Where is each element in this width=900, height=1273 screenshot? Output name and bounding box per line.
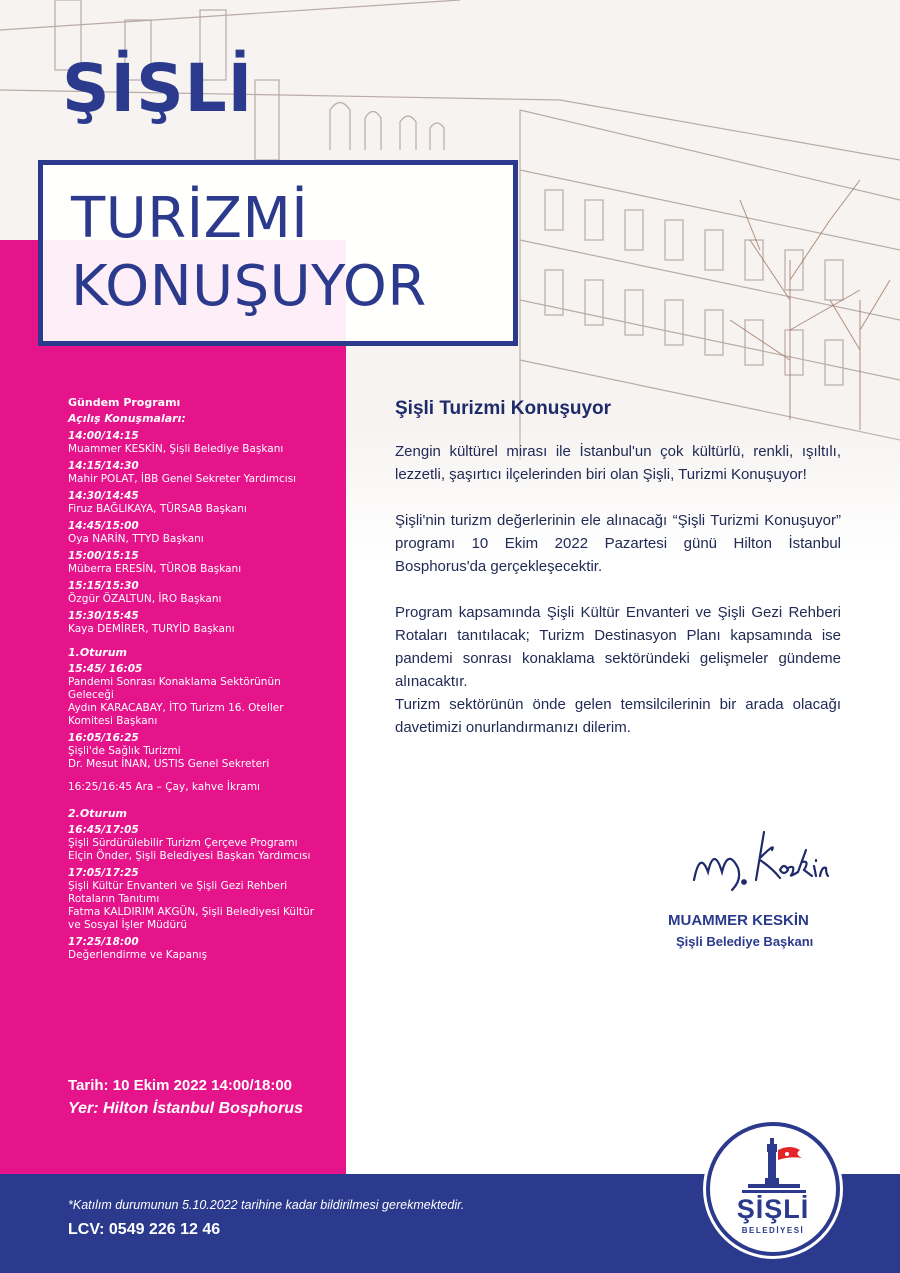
agenda-item (68, 550, 340, 576)
opening-label: Açılış Konuşmaları: (68, 412, 186, 425)
agenda-time: 16:05/16:25 (68, 732, 139, 744)
brand-title: ŞİŞLİ (62, 50, 254, 127)
agenda-desc: Şişli Kültür Envanteri ve Şişli Gezi Rehberi Rotaların Tanıtımı Fatma KALDIRIM AKGÜN, Şişli Belediyesi Kültür ve Sosyal İşler Müdürü (68, 880, 315, 931)
agenda-item (68, 520, 340, 546)
agenda-time: 16:45/17:05 (68, 824, 139, 836)
agenda-time: 14:15/14:30 (68, 460, 139, 472)
agenda-item (68, 580, 340, 606)
agenda-time: 17:05/17:25 (68, 867, 139, 879)
agenda-desc: Müberra ERESİN, TÜROB Başkanı (68, 563, 242, 575)
break-text: 16:25/16:45 Ara – Çay, kahve İkramı (68, 781, 260, 793)
agenda-desc: Pandemi Sonrası Konaklama Sektörünün Geleceği Aydın KARACABAY, İTO Turizm 16. Oteller Komitesi Başkanı (68, 676, 284, 727)
agenda-desc: Kaya DEMİRER, TURYİD Başkanı (68, 623, 235, 635)
agenda-time: 17:25/18:00 (68, 936, 139, 948)
agenda-desc: Özgür ÖZALTUN, İRO Başkanı (68, 593, 222, 605)
invitation-body (395, 440, 841, 739)
title-line-1: TURİZMİ (71, 186, 309, 251)
signatory-title: Şişli Belediye Başkanı (676, 934, 814, 949)
clock-tower-flag-icon (738, 1136, 810, 1198)
agenda-time: 15:30/15:45 (68, 610, 139, 622)
rsvp-deadline-note: *Katılım durumunun 5.10.2022 tarihine kadar bildirilmesi gerekmektedir. (68, 1198, 465, 1212)
invitation-paragraph: Program kapsamında Şişli Kültür Envanteri ve Şişli Gezi Rehberi Rotaları tanıtılacak; Turizm Destinasyon Planı kapsamında ise pandemi sonrası konaklama sektöründeki gelişmeler gündeme alınacaktır. (395, 604, 841, 690)
agenda-desc: Şişli'de Sağlık Turizmi Dr. Mesut İNAN, USTIS Genel Sekreteri (68, 745, 270, 770)
agenda-desc: Mahir POLAT, İBB Genel Sekreter Yardımcısı (68, 473, 297, 485)
agenda-item (68, 460, 340, 486)
agenda-item (68, 824, 340, 863)
agenda-time: 15:15/15:30 (68, 580, 139, 592)
agenda-time: 15:45/ 16:05 (68, 663, 143, 675)
agenda-item (68, 490, 340, 516)
agenda-desc: Değerlendirme ve Kapanış (68, 949, 208, 961)
invitation-title: Şişli Turizmi Konuşuyor (395, 398, 612, 419)
agenda-item (68, 430, 340, 456)
session-2-label: 2.Oturum (68, 807, 127, 820)
sisli-belediyesi-logo (706, 1122, 840, 1256)
agenda-list (68, 396, 340, 966)
invitation-paragraph: Şişli'nin turizm değerlerinin ele alınacağı “Şişli Turizmi Konuşuyor” programı 10 Ekim 2022 Pazartesi günü Hilton İstanbul Bosphorus'da gerçekleşecektir. (395, 512, 841, 575)
logo-subtitle: BELEDİYESİ (741, 1226, 805, 1235)
logo-wordmark: ŞİŞLİ (736, 1194, 810, 1224)
agenda-desc: Oya NARİN, TTYD Başkanı (68, 533, 204, 545)
rsvp-phone: LCV: 0549 226 12 46 (68, 1221, 221, 1238)
agenda-item (68, 610, 340, 636)
agenda-time: 15:00/15:15 (68, 550, 139, 562)
agenda-desc: Firuz BAĞLIKAYA, TÜRSAB Başkanı (68, 503, 247, 515)
invitation-paragraph: Turizm sektörünün önde gelen temsilcilerinin bir arada olacağı davetimizi onurlandırmanızı dilerim. (395, 696, 841, 736)
agenda-time: 14:45/15:00 (68, 520, 139, 532)
agenda-item (68, 663, 340, 728)
agenda-desc: Muammer KESKİN, Şişli Belediye Başkanı (68, 443, 284, 455)
agenda-item (68, 936, 340, 962)
session-1-label: 1.Oturum (68, 646, 127, 659)
agenda-desc: Şişli Sürdürülebilir Turizm Çerçeve Programı Elçin Önder, Şişli Belediyesi Başkan Yardımcısı (68, 837, 311, 862)
signature-icon (680, 820, 830, 910)
agenda-time: 14:00/14:15 (68, 430, 139, 442)
agenda-time: 14:30/14:45 (68, 490, 139, 502)
agenda-item (68, 732, 340, 771)
title-line-2: KONUŞUYOR (71, 254, 427, 319)
agenda-heading: Gündem Programı (68, 396, 181, 409)
signatory-name: MUAMMER KESKİN (668, 912, 809, 929)
title-box (38, 160, 518, 346)
event-date: Tarih: 10 Ekim 2022 14:00/18:00 (68, 1077, 293, 1094)
invitation-paragraph: Zengin kültürel mirası ile İstanbul'un çok kültürlü, renkli, ışıltılı, lezzetli, şaşırtıcı ilçelerinden biri olan Şişli, Turizmi Konuşuyor! (395, 443, 841, 483)
event-venue: Yer: Hilton İstanbul Bosphorus (68, 1100, 303, 1117)
agenda-item (68, 867, 340, 932)
